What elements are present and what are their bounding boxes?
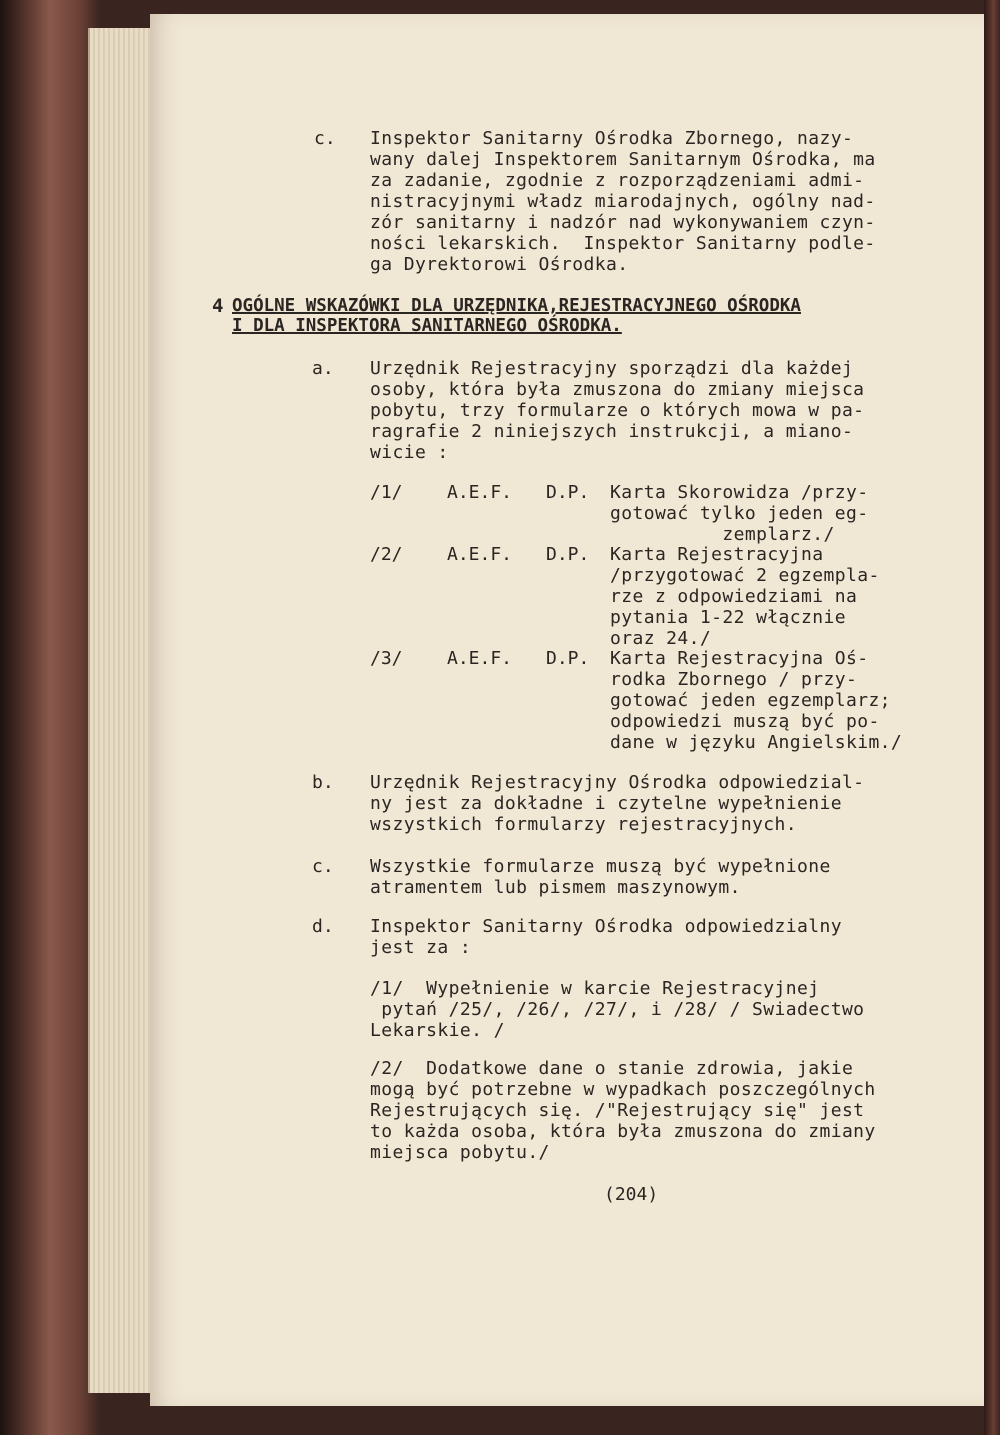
sub-item-1: /1/ Wypełnienie w karcie Rejestracyjnej pytań /25/, /26/, /27/, i /28/ / Swiadectwo Lekarskie. /: [370, 978, 865, 1041]
item-a-text: Urzędnik Rejestracyjny sporządzi dla każdej osoby, która była zmuszona do zmiany miejsca pobytu, trzy formularze o których mowa w pa- ragrafie 2 niniejszych instrukcji, a miano- wicie :: [370, 358, 865, 463]
section-c-intro-text: Inspektor Sanitarny Ośrodka Zbornego, nazy- wany dalej Inspektorem Sanitarnym Ośrodka, ma za zadanie, zgodnie z rozporządzeniami admi- nistracyjnymi władz miarodajnych, ogólny nad- zór sanitarny i nadzór nad wykonywaniem czyn- ności lekarskich. Inspektor Sanitarny podle- ga Dyrektorowi Ośrodka.: [370, 128, 876, 275]
form-number: /3/: [370, 648, 403, 669]
form-dp: D.P.: [546, 482, 590, 503]
page-number: (204): [604, 1184, 659, 1205]
item-label-c-intro: c.: [314, 128, 336, 149]
form-code: A.E.F.: [447, 482, 513, 503]
form-description: Karta Rejestracyjna /przygotować 2 egzempla- rze z odpowiedziami na pytania 1-22 włącznie oraz 24./: [610, 544, 880, 649]
item-label-d: d.: [312, 916, 334, 937]
form-description: Karta Rejestracyjna Oś- rodka Zbornego / przy- gotować jeden egzemplarz; odpowiedzi muszą być po- dane w języku Angielskim./: [610, 648, 903, 753]
item-label-b: b.: [312, 772, 334, 793]
item-b-text: Urzędnik Rejestracyjny Ośrodka odpowiedzial- ny jest za dokładne i czytelne wypełnienie wszystkich formularzy rejestracyjnych.: [370, 772, 865, 835]
form-number: /2/: [370, 544, 403, 565]
section-number: 4: [212, 295, 224, 317]
item-label-a: a.: [312, 358, 334, 379]
form-code: A.E.F.: [447, 544, 513, 565]
section-heading-line2: I DLA INSPEKTORA SANITARNEGO OŚRODKA.: [232, 316, 622, 336]
item-d-text: Inspektor Sanitarny Ośrodka odpowiedzialny jest za :: [370, 916, 842, 958]
form-description: Karta Skorowidza /przy- gotować tylko jeden eg- zemplarz./: [610, 482, 869, 545]
form-dp: D.P.: [546, 648, 590, 669]
sub-item-2: /2/ Dodatkowe dane o stanie zdrowia, jakie mogą być potrzebne w wypadkach poszczególnych Rejestrujących się. /"Rejestrujący się" jest to każda osoba, która była zmuszona do zmiany miejsca pobytu./: [370, 1058, 876, 1163]
item-c-text: Wszystkie formularze muszą być wypełnione atramentem lub pismem maszynowym.: [370, 856, 831, 898]
section-heading-line1: OGÓLNE WSKAZÓWKI DLA URZĘDNIKA,REJESTRACYJNEGO OŚRODKA: [232, 296, 801, 316]
form-number: /1/: [370, 482, 403, 503]
form-dp: D.P.: [546, 544, 590, 565]
form-code: A.E.F.: [447, 648, 513, 669]
item-label-c: c.: [312, 856, 334, 877]
